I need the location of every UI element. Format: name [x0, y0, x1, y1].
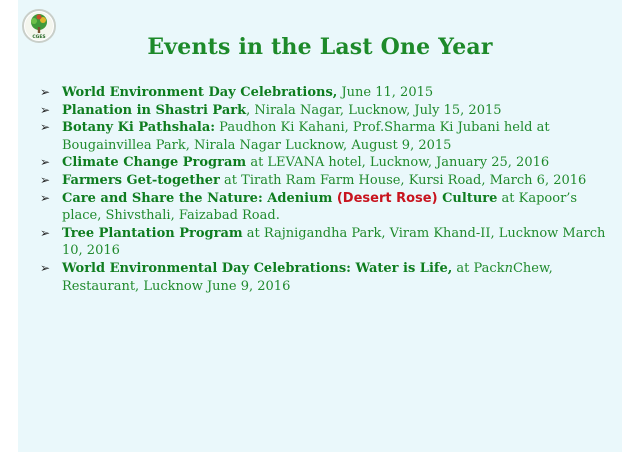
- event-name: World Environment Day Celebrations,: [62, 85, 338, 100]
- arrow-bullet-icon: ➢: [40, 260, 51, 275]
- event-name: Climate Change Program: [62, 155, 247, 171]
- event-name: Planation in Shastri Park: [62, 102, 247, 118]
- page-title: Events in the Last One Year: [147, 34, 493, 60]
- event-details: June 11, 2015: [337, 85, 434, 100]
- list-item: [40, 172, 615, 190]
- event-details: , Nirala Nagar, Lucknow, July 15, 2015: [246, 102, 502, 118]
- svg-text:CGES: CGES: [32, 35, 46, 40]
- arrow-bullet-icon: ➢: [40, 155, 51, 170]
- event-name: World Environmental Day Celebrations: Water is Life,: [62, 260, 453, 276]
- events-list: [40, 84, 615, 295]
- event-name: Botany Ki Pathshala:: [62, 120, 216, 136]
- list-item: [40, 225, 615, 260]
- event-details: at LEVANA hotel, Lucknow, January 25, 2016: [246, 155, 550, 171]
- arrow-bullet-icon: ➢: [40, 120, 51, 135]
- event-details: Chew, Restaurant, Lucknow June 9, 2016: [62, 260, 553, 294]
- highlight-text: (Desert Rose): [336, 190, 438, 206]
- event-name: Tree Plantation Program: [62, 225, 243, 241]
- arrow-bullet-icon: ➢: [40, 225, 51, 240]
- event-details: Paudhon Ki Kahani, Prof.Sharma Ki Jubani held at Bougainvillea Park, Nirala Nagar Lucknow, August 9, 2015: [62, 120, 550, 153]
- event-name: Care and Share the Nature: Adenium: [62, 190, 337, 206]
- event-details: at Rajnigandha Park, Viram Khand-II, Lucknow March 10, 2016: [62, 225, 606, 259]
- event-name-suffix: Culture: [437, 190, 498, 206]
- event-details: at Tirath Ram Farm House, Kursi Road, March 6, 2016: [219, 172, 587, 188]
- list-item: [40, 260, 615, 295]
- list-item: [40, 102, 615, 120]
- list-item: [40, 190, 615, 225]
- list-item: [40, 119, 615, 154]
- event-details: at Kapoor’s place, Shivsthali, Faizabad Road.: [62, 190, 578, 224]
- event-name: Farmers Get-together: [62, 172, 220, 188]
- event-details: at Pack: [452, 260, 505, 276]
- event-details-italic: n: [504, 260, 513, 276]
- list-item: [40, 84, 615, 102]
- arrow-bullet-icon: ➢: [40, 172, 51, 187]
- list-item: [40, 154, 615, 172]
- arrow-bullet-icon: ➢: [40, 85, 51, 99]
- arrow-bullet-icon: ➢: [40, 102, 51, 117]
- arrow-bullet-icon: ➢: [40, 190, 51, 205]
